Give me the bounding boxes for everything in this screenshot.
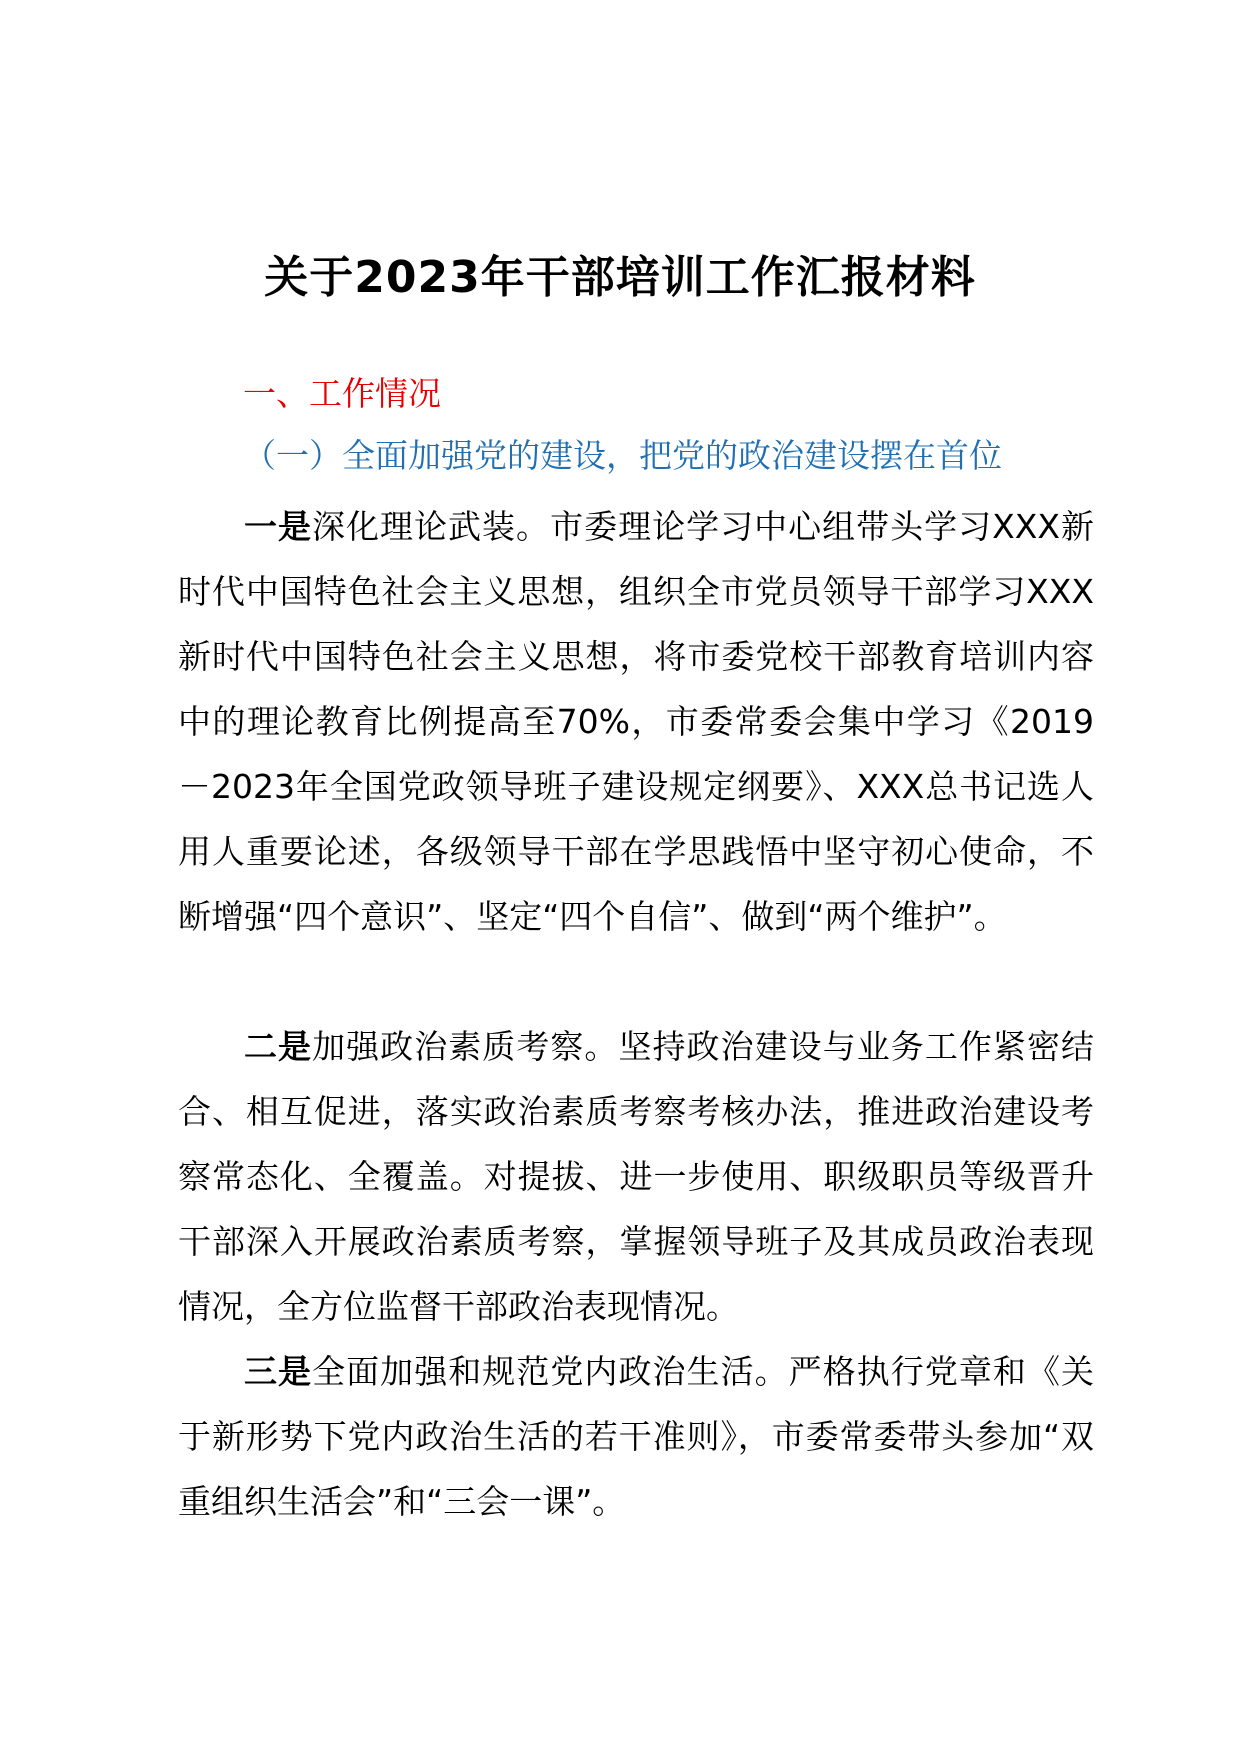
document-title: 关于2023年干部培训工作汇报材料 — [264, 252, 976, 303]
paragraph-3-text: 全面加强和规范党内政治生活。严格执行党章和《关于新形势下党内政治生活的若干准则》，市委常委带头参加“双重组织生活会”和“三会一课”。 — [178, 1352, 1095, 1521]
paragraph-2-text: 加强政治素质考察。坚持政治建设与业务工作紧密结合、相互促进，落实政治素质考察考核办法，推进政治建设考察常态化、全覆盖。对提拔、进一步使用、职级职员等级晋升干部深入开展政治素质考察，掌握领导班子及其成员政治表现情况，全方位监督干部政治表现情况。 — [178, 1027, 1095, 1326]
paragraph-1-lead: 一是 — [244, 507, 313, 546]
paragraph-1 — [178, 494, 1094, 949]
paragraph-1-text: 深化理论武装。市委理论学习中心组带头学习XXX新时代中国特色社会主义思想，组织全市党员领导干部学习XXX新时代中国特色社会主义思想，将市委党校干部教育培训内容中的理论教育比例提高至70%，市委常委会集中学习《2019－2023年全国党政领导班子建设规定纲要》、XXX总书记选人用人重要论述，各级领导干部在学思践悟中坚守初心使命，不断增强“四个意识”、坚定“四个自信”、做到“两个维护”。 — [178, 507, 1094, 936]
subsection-heading: （一）全面加强党的建设，把党的政治建设摆在首位 — [243, 436, 1002, 475]
paragraph-2 — [178, 1014, 1094, 1339]
paragraph-2-lead: 二是 — [244, 1027, 313, 1066]
paragraph-3 — [178, 1339, 1094, 1534]
paragraph-3-lead: 三是 — [244, 1352, 313, 1391]
section-heading: 一、工作情况 — [243, 374, 441, 413]
